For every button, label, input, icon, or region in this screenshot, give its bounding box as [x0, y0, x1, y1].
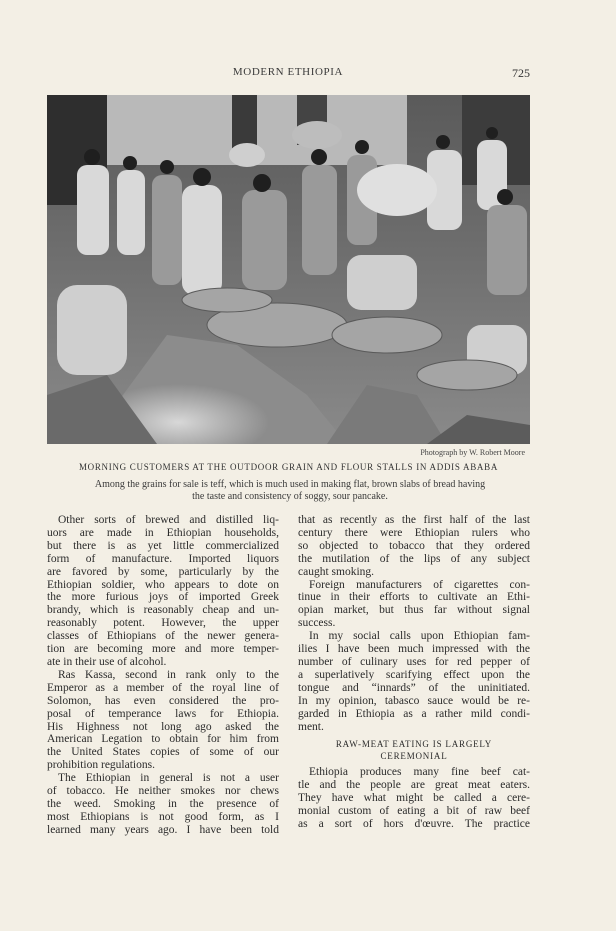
running-title: MODERN ETHIOPIA	[232, 66, 344, 78]
text-line: the weed. Smoking in the presence of	[47, 797, 279, 810]
text-line: tongue and “innards” of the uninitiated.	[298, 681, 530, 694]
text-line: so objected to tobacco that they ordered	[298, 539, 530, 552]
text-line: the mutilation of the lips of any subject	[298, 552, 530, 565]
text-line: but there is as yet little commercialized	[47, 539, 279, 552]
text-line: caught smoking.	[298, 565, 375, 578]
photo-credit: Photograph by W. Robert Moore	[420, 448, 525, 457]
text-line: that as recently as the first half of the last	[298, 514, 530, 526]
text-line: ate in their use of alcohol.	[47, 655, 167, 668]
text-line: are favored by some, particularly by the	[47, 565, 279, 578]
text-line: Emperor as a member of the royal line of	[47, 681, 279, 694]
text-line: learned many years ago. I have been told	[47, 823, 279, 836]
section-subhead: CEREMONIAL	[380, 751, 448, 762]
text-line: Other sorts of brewed and distilled liq-	[58, 514, 279, 526]
caption-text	[60, 479, 520, 503]
text-line: a superlatively scarifying effect upon the	[298, 668, 530, 681]
caption-line: the taste and consistency of soggy, sour pancake.	[192, 491, 388, 502]
text-line: the United States copies of some of our	[47, 746, 279, 759]
text-line: uors are made in Ethiopian households,	[47, 526, 279, 539]
text-line: success.	[298, 617, 336, 630]
text-line: Foreign manufacturers of cigarettes con-	[309, 578, 530, 591]
text-line: garded in Ethiopia as a rather mild condi-	[298, 707, 530, 720]
text-line: Ethiopia produces many fine beef cat-	[309, 766, 530, 779]
running-head	[0, 66, 616, 82]
text-line: In my opinion, tabasco sauce would be re-	[298, 694, 530, 707]
text-line: reasonably potent. However, the upper	[47, 617, 279, 630]
text-line: number of culinary uses for red pepper of	[298, 655, 530, 668]
text-line: as a sort of hors d'œuvre. The practice	[298, 818, 530, 831]
text-line: monial custom of eating a bit of raw beef	[298, 805, 530, 818]
text-line: tinue in their efforts to cultivate an Ethi-	[298, 591, 530, 604]
text-line: opian market, but thus far without signal	[298, 604, 530, 617]
text-line: In my social calls upon Ethiopian fam-	[309, 630, 530, 643]
text-line: tle and the people are great meat eaters.	[298, 779, 530, 792]
text-line: Ethiopian soldier, who appears to dote on	[47, 578, 279, 591]
text-line: tion are becoming more and more temper-	[47, 643, 279, 656]
text-line: His Highness not long ago asked the	[47, 720, 279, 733]
page-number: 725	[512, 66, 530, 80]
text-line: century there were Ethiopian rulers who	[298, 526, 530, 539]
section-subhead: RAW-MEAT EATING IS LARGELY	[335, 739, 493, 750]
text-line: prohibition regulations.	[47, 759, 155, 772]
text-line: They have what might be called a cere-	[298, 792, 530, 805]
caption-line: Among the grains for sale is teff, which is much used in making flat, brown slabs of bread having	[94, 479, 486, 490]
text-line: Solomon, has even considered the pro-	[47, 694, 279, 707]
right-column	[298, 514, 530, 831]
text-line: posal of temperance laws for Ethiopia.	[47, 707, 279, 720]
caption-title: MORNING CUSTOMERS AT THE OUTDOOR GRAIN AND FLOUR STALLS IN ADDIS ABABA	[78, 462, 499, 472]
text-line: The Ethiopian in general is not a user	[58, 772, 279, 785]
text-line: ment.	[298, 720, 324, 733]
text-line: of tobacco. He neither smokes nor chews	[47, 785, 279, 798]
left-column	[47, 514, 279, 837]
market-photograph	[47, 95, 530, 444]
text-line: form of manufacture. Imported liquors	[47, 552, 279, 565]
photo-illustration	[47, 95, 530, 444]
text-line: Ras Kassa, second in rank only to the	[58, 668, 279, 681]
text-line: ilies I have been much impressed with the	[298, 643, 530, 656]
text-line: the more furious joys of imported Greek	[47, 591, 279, 604]
text-line: classes of Ethiopians of the newer genera-	[47, 630, 279, 643]
text-line: American Legation to obtain for him from	[47, 733, 279, 746]
text-line: most Ethiopians is not good form, as I	[47, 810, 279, 823]
text-line: brandy, which is reasonably cheap and un-	[47, 604, 279, 617]
